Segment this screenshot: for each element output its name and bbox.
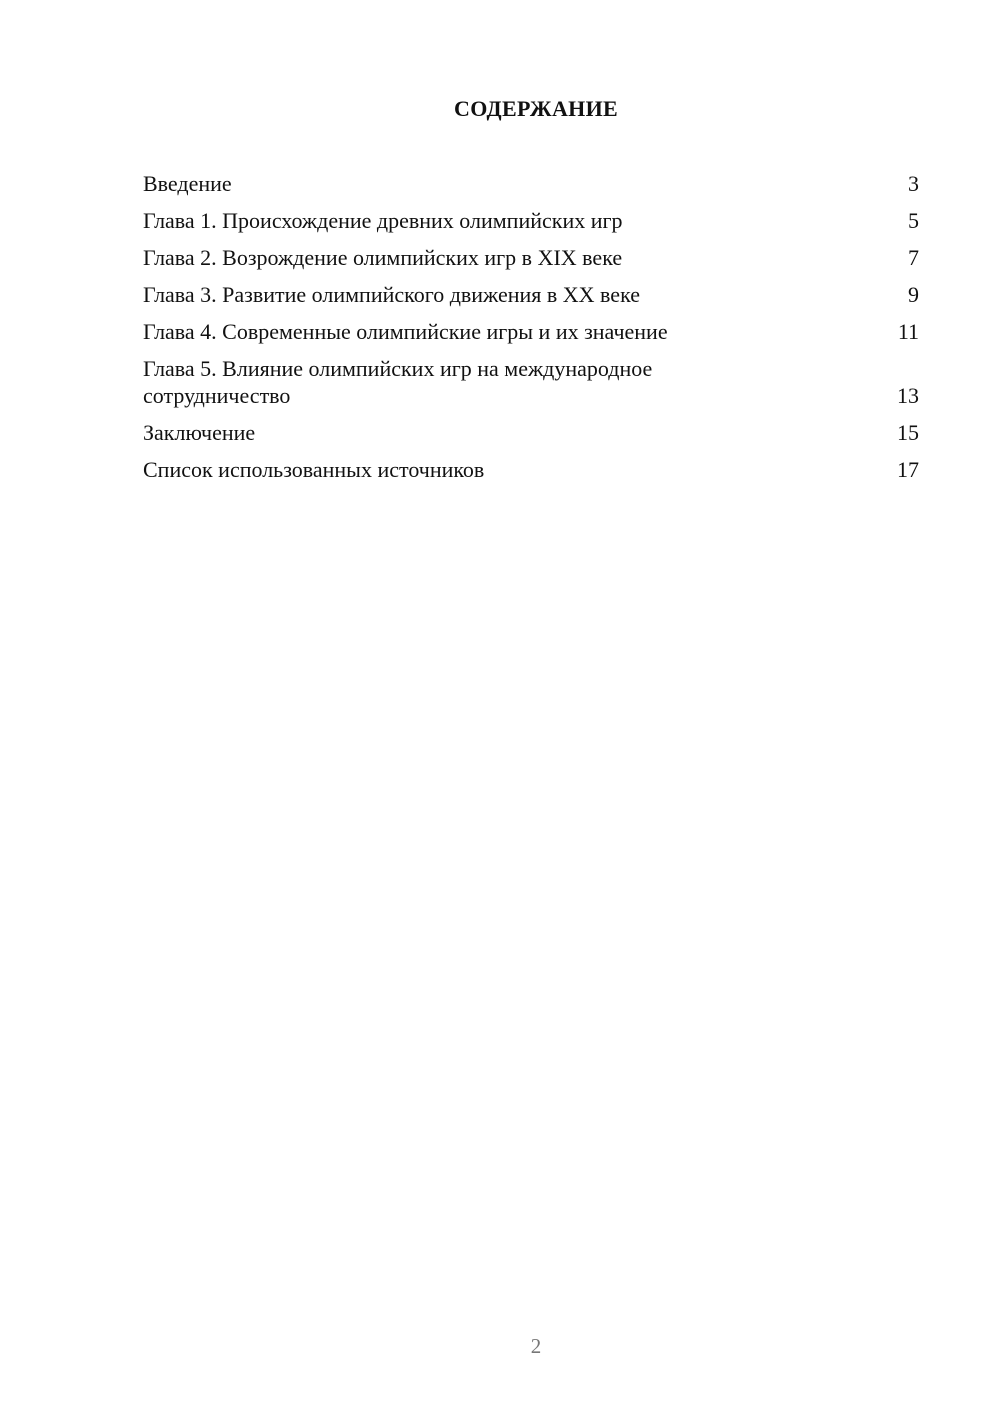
toc-entry-conclusion bbox=[143, 419, 919, 446]
toc-entry-label: Глава 1. Происхождение древних олимпийских игр bbox=[143, 208, 623, 233]
toc-entry-label: Заключение bbox=[143, 420, 256, 445]
toc-entry-page: 17 bbox=[897, 457, 919, 482]
toc-entry-page: 5 bbox=[908, 208, 919, 233]
toc-entry-chapter-1 bbox=[143, 207, 919, 234]
toc-entry-chapter-4 bbox=[143, 318, 919, 345]
toc-entry-label: Глава 5. Влияние олимпийских игр на международное сотрудничество bbox=[143, 356, 653, 408]
toc-entry-chapter-2 bbox=[143, 244, 919, 271]
page-title: СОДЕРЖАНИЕ bbox=[454, 96, 618, 121]
toc-entry-page: 3 bbox=[908, 171, 919, 196]
toc-entry-references bbox=[143, 456, 919, 483]
toc-entry-page: 13 bbox=[897, 383, 919, 408]
toc-entry-page: 7 bbox=[908, 245, 919, 270]
toc-entry-introduction bbox=[143, 170, 919, 197]
toc-entry-page: 9 bbox=[908, 282, 919, 307]
page-number: 2 bbox=[530, 1334, 542, 1358]
toc-entry-chapter-3 bbox=[143, 281, 919, 308]
toc-entry-label: Глава 3. Развитие олимпийского движения в XX веке bbox=[143, 282, 640, 307]
toc-entry-label: Глава 2. Возрождение олимпийских игр в XIX веке bbox=[143, 245, 623, 270]
toc-entry-label: Список использованных источников bbox=[143, 457, 485, 482]
toc-entry-page: 15 bbox=[897, 420, 919, 445]
toc-entry-label: Введение bbox=[143, 171, 232, 196]
toc-entry-chapter-5 bbox=[143, 355, 919, 409]
toc-entry-label: Глава 4. Современные олимпийские игры и их значение bbox=[143, 319, 668, 344]
toc-entry-page: 11 bbox=[897, 319, 919, 344]
table-of-contents bbox=[143, 170, 919, 493]
